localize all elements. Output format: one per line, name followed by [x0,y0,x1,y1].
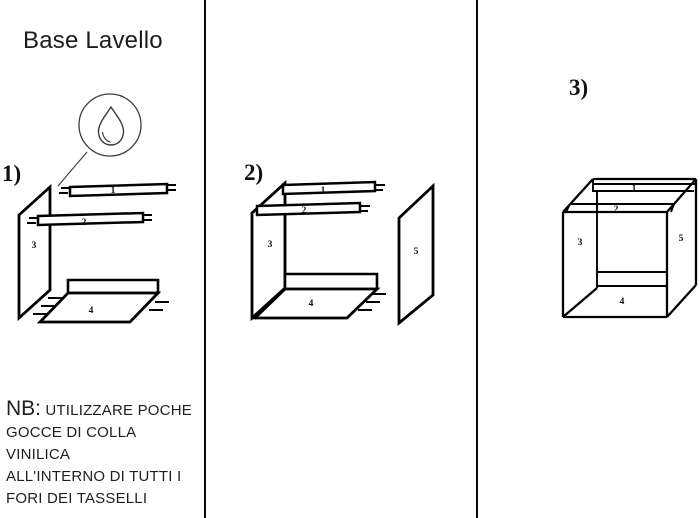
callout-pointer-line [58,152,87,186]
part-label-4: 4 [619,297,625,307]
part-label-3: 3 [577,238,583,248]
part-label-2: 2 [613,205,619,215]
bottom-panel-4 [597,272,667,286]
note-line-1-text: UTILIZZARE POCHE [45,402,192,419]
note-line-1 [6,398,202,422]
rail-2 [257,203,370,215]
part-label-5: 5 [413,247,419,257]
note-nb-label: NB: [6,397,42,420]
step-1-label: 1) [2,161,22,186]
page-title: Base Lavello [23,27,163,54]
note-line-3: ALL'INTERNO DI TUTTI I [6,468,182,485]
part-label-1: 1 [110,186,116,196]
rail-1 [59,184,176,196]
assembled-cabinet [563,179,696,317]
part-label-4: 4 [308,299,314,309]
step-3-label: 3) [569,75,589,100]
assembly-note [6,398,202,510]
part-label-1: 1 [631,184,637,194]
glue-drop-callout [58,94,141,186]
rail-2 [27,213,152,225]
part-label-3: 3 [267,240,273,250]
glue-drop-icon [99,107,124,145]
rail-2 [566,204,674,212]
part-label-5: 5 [678,234,684,244]
step-3-diagram [563,75,696,317]
step-1-diagram [2,161,176,322]
part-label-2: 2 [81,218,87,228]
bottom-panel-4 [33,280,169,322]
note-line-4: FORI DEI TASSELLI [6,490,148,507]
part-label-1: 1 [320,186,326,196]
step-2-label: 2) [244,160,264,185]
part-label-2: 2 [301,206,307,216]
glue-drop-shine [103,132,111,142]
side-panel-3 [19,187,50,318]
rail-1 [283,182,385,194]
rail-1 [592,179,695,191]
note-line-2: GOCCE DI COLLA VINILICA [6,424,136,463]
callout-circle [79,94,141,156]
part-label-4: 4 [88,306,94,316]
step-2-diagram [244,160,433,323]
part-label-3: 3 [31,241,37,251]
